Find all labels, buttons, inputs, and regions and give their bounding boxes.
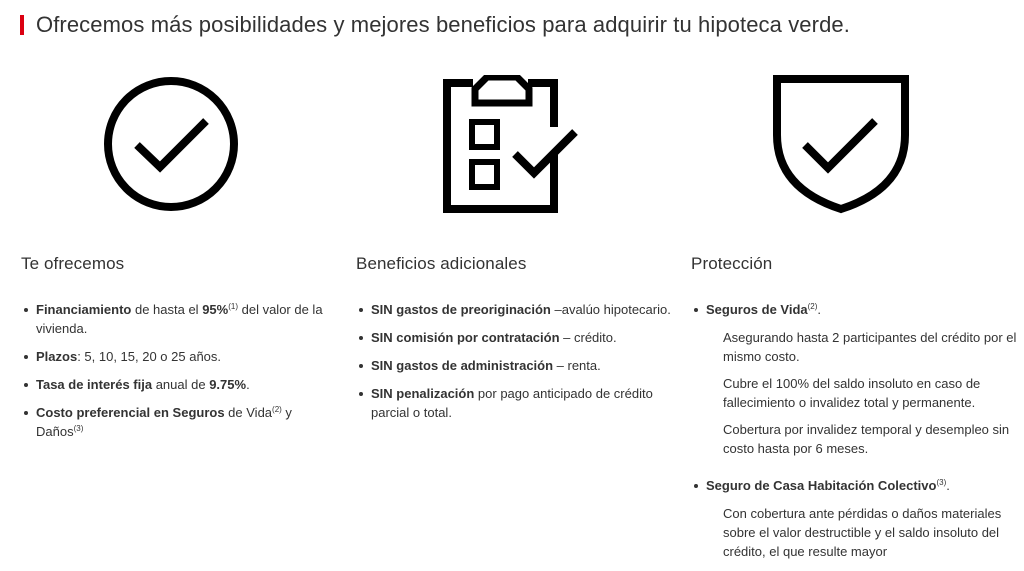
list-item	[356, 384, 676, 422]
item-bold: SIN penalización	[371, 386, 475, 401]
list-item	[21, 403, 341, 441]
benefit-list	[21, 300, 341, 441]
benefit-list	[356, 300, 676, 422]
item-text: y Daños	[36, 405, 292, 439]
section-title: Te ofrecemos	[21, 254, 125, 273]
item-text: – renta.	[553, 358, 601, 373]
item-text: del valor de la vivienda.	[36, 302, 323, 336]
accent-bar	[20, 15, 24, 35]
protection-list	[691, 300, 1021, 561]
te-ofrecemos-section	[21, 254, 341, 450]
proteccion-section	[691, 254, 1021, 571]
shield-check-icon	[773, 75, 913, 215]
item-detail: Con cobertura ante pérdidas o daños materiales sobre el valor destructible y el saldo insoluto del crédito, el que resulte mayor	[723, 506, 1002, 559]
item-bold: SIN gastos de preoriginación	[371, 302, 551, 317]
item-bold: Financiamiento	[36, 302, 132, 317]
item-bold: Plazos	[36, 349, 78, 364]
item-text: : 5, 10, 15, 20 o 25 años.	[77, 349, 222, 364]
item-bold: SIN comisión por contratación	[371, 330, 560, 345]
checklist-clipboard-icon	[443, 75, 583, 215]
item-text: de hasta el	[131, 302, 203, 317]
item-bold: 9.75%	[209, 377, 247, 392]
item-bold: Tasa de interés fija	[36, 377, 153, 392]
item-detail: Asegurando hasta 2 participantes del crédito por el mismo costo.	[723, 330, 1017, 364]
section-title: Protección	[691, 254, 773, 273]
item-bold: Seguros de Vida	[706, 302, 808, 317]
item-text: – crédito.	[559, 330, 617, 345]
list-item	[356, 300, 676, 319]
footnote-ref: (1)	[228, 302, 238, 311]
item-bold: Costo preferencial en Seguros	[36, 405, 225, 420]
item-detail: Cobertura por invalidez temporal y desempleo sin costo hasta por 6 meses.	[723, 422, 1010, 456]
check-circle-icon	[102, 75, 240, 213]
footnote-ref: (2)	[807, 302, 818, 311]
footnote-ref: (3)	[936, 478, 947, 487]
section-title: Beneficios adicionales	[356, 254, 527, 273]
item-text: –avalúo hipotecario.	[550, 302, 671, 317]
beneficios-adicionales-section	[356, 254, 676, 431]
footnote-ref: (3)	[73, 424, 84, 433]
footnote-ref: (2)	[272, 405, 282, 414]
list-item	[356, 356, 676, 375]
item-text: anual de	[152, 377, 210, 392]
item-bold: 95%	[202, 302, 229, 317]
list-item	[21, 375, 341, 394]
item-text: .	[817, 302, 822, 317]
list-item	[356, 328, 676, 347]
item-bold: SIN gastos de administración	[371, 358, 554, 373]
item-detail: Cubre el 100% del saldo insoluto en caso de fallecimiento o invalidez total y permanente.	[723, 376, 981, 410]
page-title: Ofrecemos más posibilidades y mejores beneficios para adquirir tu hipoteca verde.	[36, 12, 850, 37]
list-item	[691, 476, 1021, 561]
list-item	[691, 300, 1021, 458]
item-text: por pago anticipado de crédito parcial o total.	[371, 386, 653, 420]
item-text: de Vida	[224, 405, 273, 420]
item-text: .	[246, 377, 250, 392]
list-item	[21, 347, 341, 366]
item-text: .	[946, 478, 950, 493]
header	[20, 12, 850, 38]
item-bold: Seguro de Casa Habitación Colectivo	[706, 478, 937, 493]
list-item	[21, 300, 341, 338]
